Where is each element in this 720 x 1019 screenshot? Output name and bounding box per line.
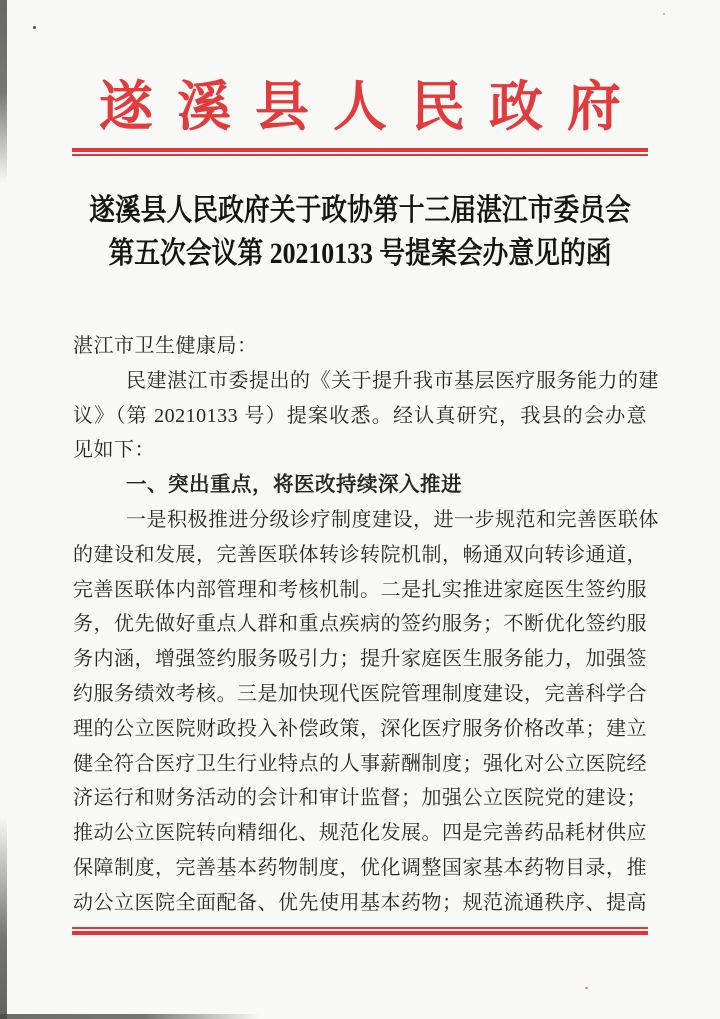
- scan-edge-left: [0, 0, 7, 1019]
- body-line: 动公立医院全面配备、优先使用基本药物；规范流通秩序、提高: [73, 891, 647, 914]
- scan-speck: [663, 13, 665, 15]
- body-line: 议》（第 20210133 号）提案收悉。经认真研究，我县的会办意: [73, 404, 647, 427]
- scan-edge-bottom: [0, 1014, 260, 1019]
- body-line: 民建湛江市委提出的《关于提升我市基层医疗服务能力的建: [126, 369, 659, 392]
- body-line: 务，优先做好重点人群和重点疾病的签约服务；不断优化签约服: [73, 613, 647, 636]
- body-line: 约服务绩效考核。三是加快现代医院管理制度建设，完善科学合: [73, 682, 647, 705]
- document-title: [0, 189, 720, 275]
- scan-speck: [585, 987, 588, 989]
- body-line: 保障制度，完善基本药物制度，优化调整国家基本药物目录，推: [73, 856, 647, 879]
- body-line: 见如下：: [73, 439, 155, 462]
- body-line: 济运行和财务活动的会计和审计监督；加强公立医院党的建设；: [73, 787, 647, 810]
- body-line: 理的公立医院财政投入补偿政策，深化医疗服务价格改革；建立: [73, 717, 647, 740]
- header-divider-thin-line: [72, 154, 648, 156]
- title-line-1: 遂溪县人民政府关于政协第十三届湛江市委员会: [89, 194, 631, 227]
- body-line: 的建设和发展，完善医联体转诊转院机制，畅通双向转诊通道，: [73, 543, 647, 566]
- body-line: 健全符合医疗卫生行业特点的人事薪酬制度；强化对公立医院经: [73, 752, 647, 775]
- body-line: 完善医联体内部管理和考核机制。二是扎实推进家庭医生签约服: [73, 578, 647, 601]
- footer-divider-thick-line: [72, 931, 648, 935]
- letterhead: [0, 78, 720, 136]
- header-divider: [72, 148, 648, 156]
- body-line: 一是积极推进分级诊疗制度建设，进一步规范和完善医联体: [126, 508, 659, 531]
- title-line-2: 第五次会议第 20210133 号提案会办意见的函: [108, 237, 612, 270]
- org-name: 遂溪县人民政府: [99, 77, 645, 137]
- footer-divider: [72, 927, 648, 935]
- document-body: [73, 329, 659, 921]
- scan-speck: [33, 26, 36, 29]
- body-line: 推动公立医院转向精细化、规范化发展。四是完善药品耗材供应: [73, 822, 647, 845]
- body-line: 务内涵，增强签约服务吸引力；提升家庭医生服务能力，加强签: [73, 648, 647, 671]
- body-line: 湛江市卫生健康局：: [73, 335, 258, 357]
- section-heading: 一、突出重点，将医改持续深入推进: [126, 473, 462, 497]
